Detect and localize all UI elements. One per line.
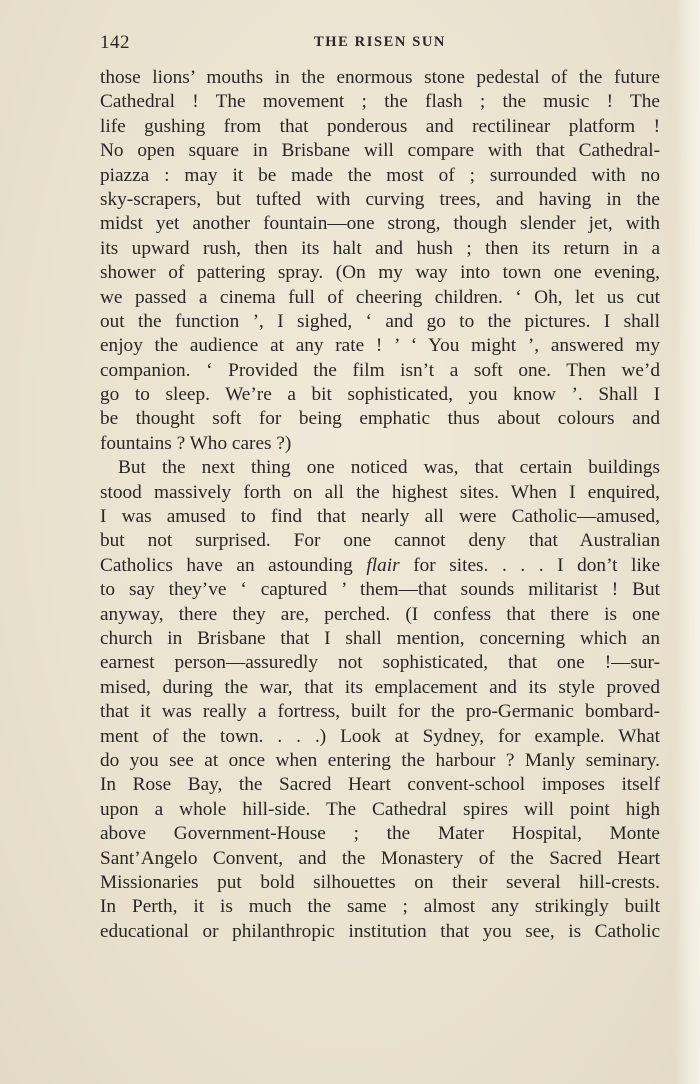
text-line: be thought soft for being emphatic thus about colours and [100,408,660,430]
text-line: we passed a cinema full of cheering children. ‘ Oh, let us cut [100,286,660,308]
text-line: those lions’ mouths in the enormous stone pedestal of the future [100,67,660,88]
text-line: to say they’ve ‘ captured ’ them—that sounds militarist ! But [100,579,660,601]
text-line: Missionaries put bold silhouettes on their several hill-crests. [100,871,660,893]
text-line: midst yet another fountain—one strong, though slender jet, with [100,213,660,235]
text-line: In Perth, it is much the same ; almost any strikingly built [100,896,660,918]
text-line: piazza : may it be made the most of ; surrounded with no [100,164,660,186]
paragraph-start-line: But the next thing one noticed was, that certain buildings [118,457,660,479]
text-line: go to sleep. We’re a bit sophisticated, you know ’. Shall I [100,384,660,406]
text-line: companion. ‘ Provided the film isn’t a soft one. Then we’d [100,359,660,381]
body-text [100,66,660,944]
page-number: 142 [100,32,130,53]
paragraph-end-line: fountains ? Who cares ?) [100,432,292,454]
text-line: that it was really a fortress, built for the pro-Germanic bombard- [100,701,660,723]
text-line: upon a whole hill-side. The Cathedral spires will point high [100,798,660,820]
text-line: do you see at once when entering the harbour ? Manly seminary. [100,749,660,771]
text-line: out the function ’, I sighed, ‘ and go to the pictures. I shall [100,310,660,332]
text-run: for sites. . . . I don’t like [399,554,661,576]
text-line: its upward rush, then its halt and hush ; then its return in a [100,237,660,259]
text-line: above Government-House ; the Mater Hospital, Monte [100,823,660,845]
text-line: educational or philanthropic institution that you see, is Catholic [100,920,660,942]
text-line: I was amused to find that nearly all were Catholic—amused, [100,506,660,528]
page-edge [674,0,700,1084]
text-line: Cathedral ! The movement ; the flash ; the music ! The [100,91,660,113]
text-line: life gushing from that ponderous and rectilinear platform ! [100,115,660,137]
running-head: THE RISEN SUN [314,34,446,50]
text-run: Catholics have an astounding [100,554,367,576]
text-line: sky-scrapers, but tufted with curving trees, and having in the [100,188,660,210]
text-line: but not surprised. For one cannot deny that Australian [100,530,660,552]
text-line: shower of pattering spray. (On my way into town one evening, [100,262,660,284]
text-line: No open square in Brisbane will compare with that Cathedral- [100,140,660,162]
text-line: church in Brisbane that I shall mention, concerning which an [100,627,660,649]
text-line: stood massively forth on all the highest sites. When I enquired, [100,481,660,503]
text-line: ment of the town. . . .) Look at Sydney, for example. What [100,725,660,747]
text-line: Sant’Angelo Convent, and the Monastery of the Sacred Heart [100,847,660,869]
text-line: enjoy the audience at any rate ! ’ ‘ You might ’, answered my [100,335,660,357]
page-header [100,32,660,54]
text-line: In Rose Bay, the Sacred Heart convent-school imposes itself [100,774,660,796]
text-line: mised, during the war, that its emplacement and its style proved [100,676,660,698]
text-line: earnest person—assuredly not sophisticated, that one !—sur- [100,652,660,674]
text-line-with-italic [100,554,660,578]
text-line: anyway, there they are, perched. (I confess that there is one [100,603,660,625]
italic-word: flair [366,554,400,576]
